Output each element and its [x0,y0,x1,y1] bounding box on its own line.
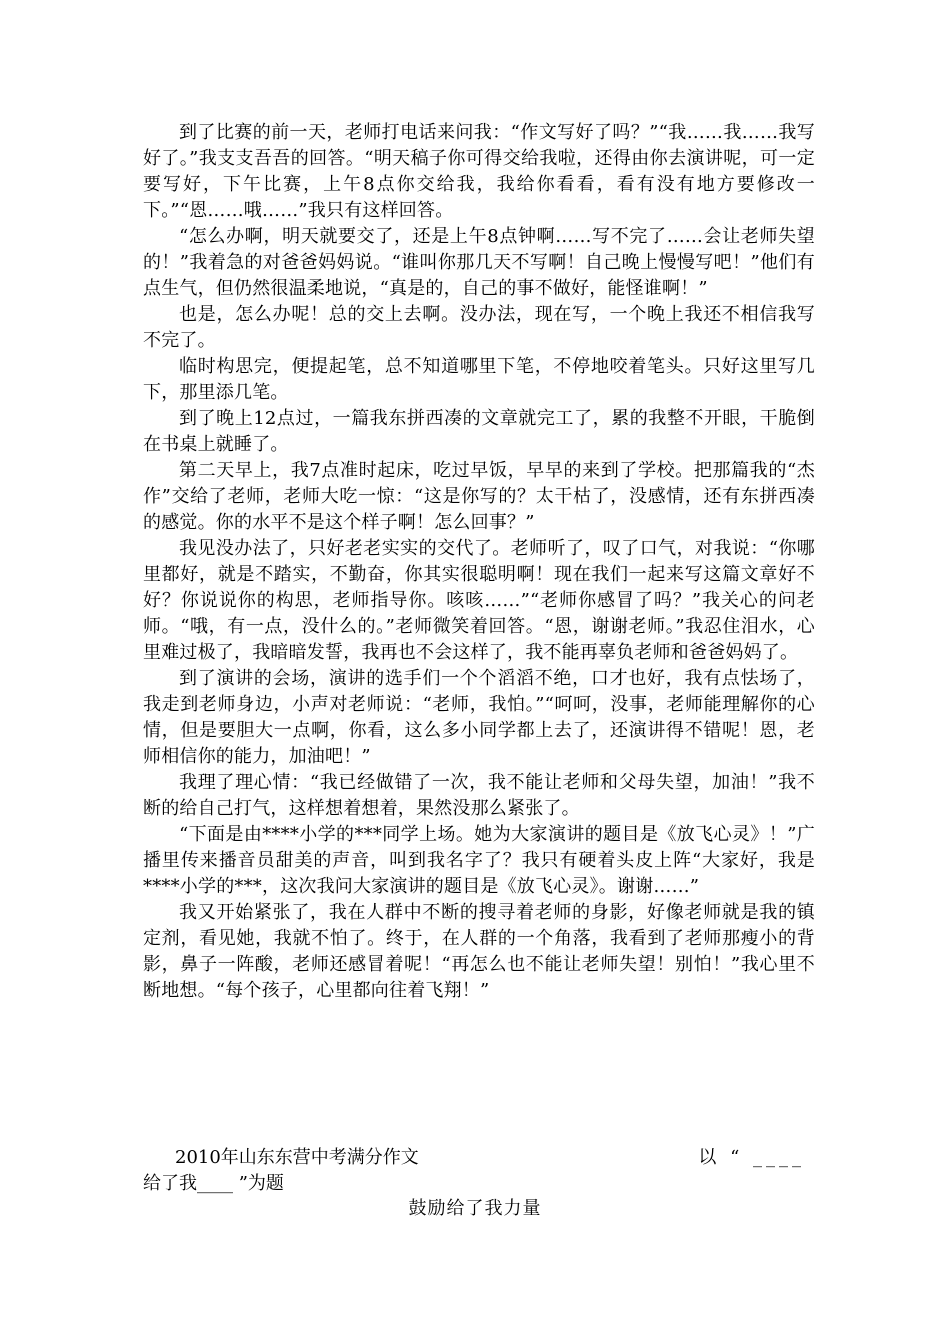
paragraph-11: 我又开始紧张了，我在人群中不断的搜寻着老师的身影，好像老师就是我的镇定剂，看见她，我就不怕了。终于，在人群的一个角落，我看到了老师那瘦小的背影，鼻子一阵酸，老师还感冒着呢！“再怎么也不能让老师失望！别怕！”我心里不断地想。“每个孩子，心里都向往着飞翔！” [143,902,815,1001]
paragraph-4: 临时构思完，便提起笔，总不知道哪里下笔，不停地咬着笔头。只好这里写几下，那里添几笔。 [143,356,815,403]
paragraph-7: 我见没办法了，只好老老实实的交代了。老师听了，叹了口气，对我说：“你哪里都好，就是不踏实，不勤奋，你其实很聪明啊！现在我们一起来写这篇文章好不好？你说说你的构思，老师指导你。咳咳……”“老师你感冒了吗？”我关心的问老师。“哦，有一点，没什么的。”老师微笑着回答。“恩，谢谢老师。”我忍住泪水，心里难过极了，我暗暗发誓，我再也不会这样了，我不能再辜负老师和爸爸妈妈了。 [143,538,815,663]
paragraph-1: 到了比赛的前一天，老师打电话来问我：“作文写好了吗？”“我……我……我写好了。”我支支吾吾的回答。“明天稿子你可得交给我啦，还得由你去演讲呢，可一定要写好，下午比赛，上午8点你交给我，我给你看看，看有没有地方要修改一下。”“恩……哦……”我只有这样回答。 [143,122,815,221]
paragraph-8: 到了演讲的会场，演讲的选手们一个个滔滔不绝，口才也好，我有点怯场了，我走到老师身边，小声对老师说：“老师，我怕。”“呵呵，没事，老师能理解你的心情，但是要胆大一点啊，你看，这么多小同学都上去了，还演讲得不错呢！恩，老师相信你的能力，加油吧！” [143,668,815,767]
paragraph-5: 到了晚上12点过，一篇我东拼西凑的文章就完工了，累的我整不开眼，干脆倒在书桌上就睡了。 [143,408,815,455]
essay-prompt-part1: 以 “ ____ [698,1147,805,1168]
essay-title: 鼓励给了我力量 [408,1198,542,1219]
paragraph-10: “下面是由****小学的***同学上场。她为大家演讲的题目是《放飞心灵》！”广播里传来播音员甜美的声音，叫到我名字了？我只有硬着头皮上阵“大家好，我是****小学的***，这次我问大家演讲的题目是《放飞心灵》。谢谢……” [143,824,815,897]
paragraph-2: “怎么办啊，明天就要交了，还是上午8点钟啊……写不完了……会让老师失望的！”我着急的对爸爸妈妈说。“谁叫你那几天不写啊！自己晚上慢慢写吧！”他们有点生气，但仍然很温柔地说，“真是的，自己的事不做好，能怪谁啊！” [143,226,815,299]
essay-source: 2010年山东东营中考满分作文 [175,1147,419,1168]
source-line [143,1145,815,1171]
essay-body [143,120,815,1004]
paragraph-3: 也是，怎么办呢！总的交上去啊。没办法，现在写，一个晚上我还不相信我写不完了。 [143,304,815,351]
essay-prompt-part2: 给了我____ ”为题 [143,1173,284,1194]
paragraph-6: 第二天早上，我7点准时起床，吃过早饭，早早的来到了学校。把那篇我的“杰作”交给了老师，老师大吃一惊：“这是你写的？太干枯了，没感情，还有东拼西凑的感觉。你的水平不是这个样子啊！怎么回事？” [143,460,815,533]
paragraph-9: 我理了理心情：“我已经做错了一次，我不能让老师和父母失望，加油！”我不断的给自己打气，这样想着想着，果然没那么紧张了。 [143,772,815,819]
